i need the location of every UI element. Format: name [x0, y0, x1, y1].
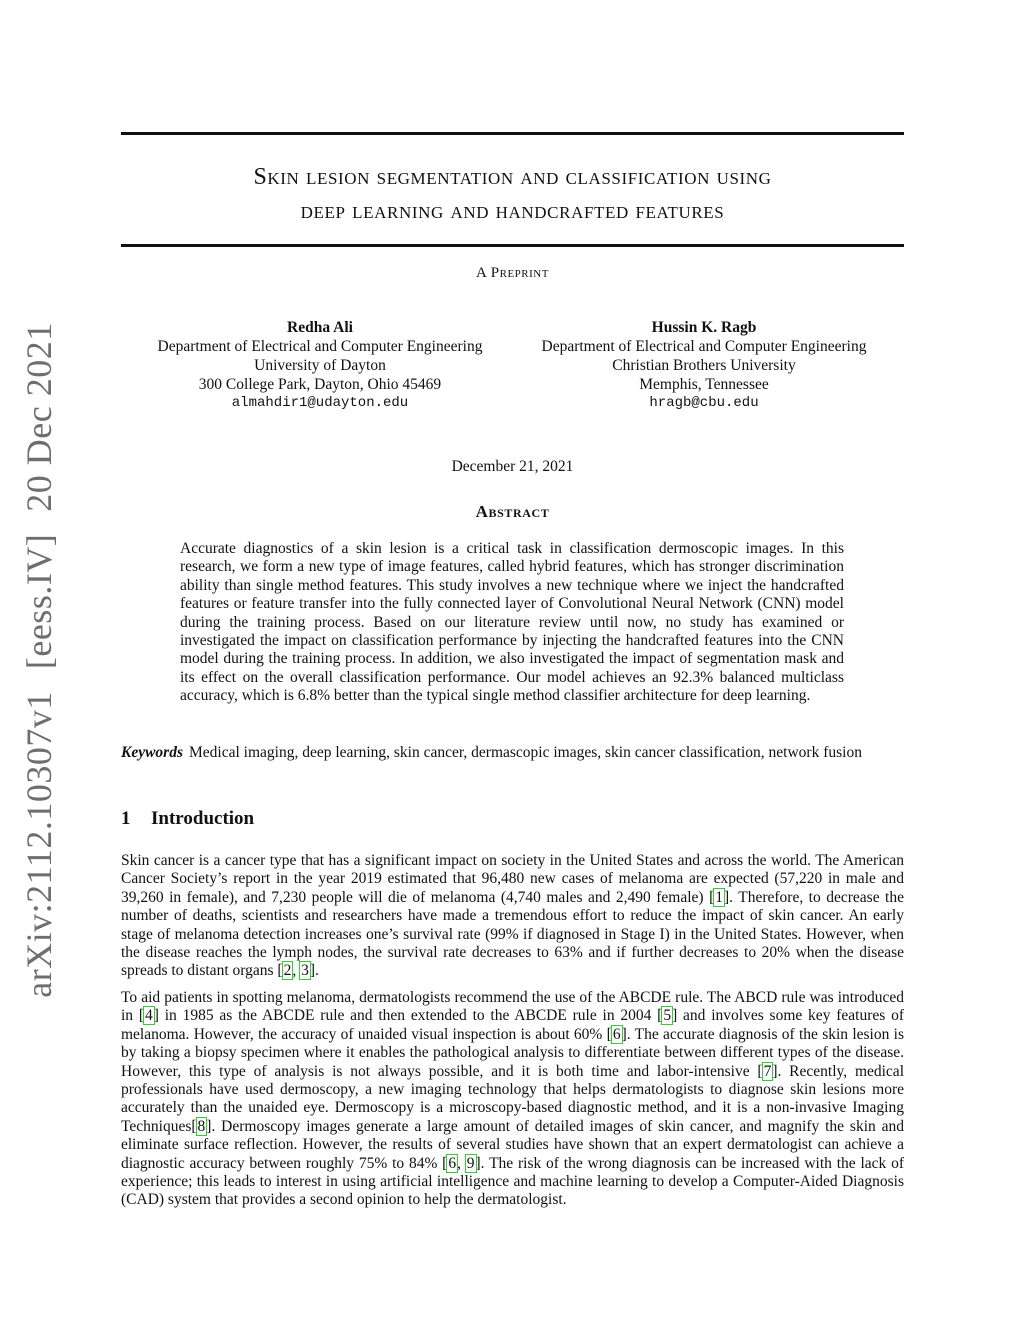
title-bottom-rule	[121, 244, 904, 247]
author-name: Redha Ali	[287, 319, 353, 336]
text-run: ]. The risk of the wrong diagnosis can be increased with the lack of experience; this leads to interest in using artificial intelligence and machine learning to develop a Computer-Aided Diagnosis (CAD) system that provides a second opinion to help the dermatologist.	[121, 1154, 905, 1209]
text-run: ,	[457, 1154, 466, 1172]
author-email[interactable]: almahdir1@udayton.edu	[231, 395, 409, 411]
section-number: 1	[121, 808, 131, 829]
citation-link[interactable]: 1	[715, 888, 723, 906]
paper-title	[121, 160, 904, 228]
text-run: To aid patients in spotting melanoma, dermatologists recommend the use of the ABCDE rule. The ABCD rule was introduced in [	[121, 989, 904, 1025]
author-email[interactable]: hragb@cbu.edu	[649, 395, 759, 411]
text-run: ] and involves some key features of melanoma. However, the accuracy of unaided visual inspection is about 60% [	[121, 1007, 904, 1043]
preprint-label: A Preprint	[476, 265, 549, 281]
text-run: ]. Therefore, to decrease the number of deaths, scientists and researchers have made a tremendous effort to reduce the impact of skin cancer. An early stage of melanoma detection increases one’s survival rate (99% if diagnosed in Stage I) in the United States. However, when the disease reaches the lymph nodes, the survival rate decreases to 63% and if further decreases to 20% when the disease spreads to distant organs [	[121, 888, 904, 980]
publication-date: December 21, 2021	[451, 458, 574, 475]
citation-link[interactable]: 9	[466, 1154, 475, 1172]
citation-link[interactable]: 7	[763, 1062, 772, 1080]
arxiv-id: arXiv:2112.10307v1	[19, 691, 59, 998]
title-top-rule	[121, 132, 904, 135]
title-line-1: Skin lesion segmentation and classification using	[253, 164, 772, 190]
author-department: Department of Electrical and Computer Engineering	[157, 338, 483, 355]
text-run: ]. Dermoscopy images generate a large amount of detailed images of skin cancer, and magnify the skin and eliminate surface reflection. However, the results of several studies have shown that an expert dermatologist can achieve a diagnostic accuracy between roughly 75% to 84% [	[121, 1117, 904, 1172]
keywords-text: Medical imaging, deep learning, skin cancer, dermascopic images, skin cancer classification, network fusion	[189, 744, 862, 761]
citation-link[interactable]: 6	[448, 1154, 457, 1172]
text-run: Skin cancer is a cancer type that has a significant impact on society in the United States and across the world. The American Cancer Society’s report in the year 2019 estimated that 96,480 new cases of melanoma are expected (57,220 in male and 39,260 in female), and 7,230 people will die of melanoma (4,740 males and 2,490 female) [	[121, 852, 904, 906]
text-run: ] in 1985 as the ABCDE rule and then extended to the ABCDE rule in 2004 [	[153, 1007, 663, 1025]
author-institution: Christian Brothers University	[612, 357, 796, 374]
citation-link[interactable]: 2	[283, 962, 292, 980]
text-run: ]. The accurate diagnosis of the skin lesion is by taking a biopsy specimen where it enables the pathological analysis to differentiate between different types of the disease. However, this type of analysis is not always possible, and it is both time and labor-intensive [	[121, 1025, 905, 1080]
author-department: Department of Electrical and Computer Engineering	[541, 338, 867, 355]
text-run: ,	[292, 962, 301, 980]
intro-paragraph-2	[121, 989, 904, 1210]
citation-link[interactable]: 4	[145, 1007, 153, 1025]
arxiv-identifier-stamp	[18, 322, 60, 998]
author-name: Hussin K. Ragb	[651, 319, 757, 336]
author-block-2	[504, 318, 904, 413]
text-run: ].	[309, 962, 319, 980]
citation-link[interactable]: 3	[301, 962, 309, 980]
intro-paragraph-1	[121, 852, 904, 981]
author-institution: University of Dayton	[254, 357, 386, 374]
arxiv-date: 20 Dec 2021	[19, 322, 59, 512]
text-run: ]. Recently, medical professionals have used dermoscopy, a new imaging technology that helps dermatologists to diagnose skin lesions more accurately than the unaided eye. Dermoscopy is a microscopy-based diagnostic method, and it is a non-invasive Imaging Techniques[	[121, 1062, 904, 1135]
keywords-label: Keywords	[121, 744, 183, 761]
author-address: 300 College Park, Dayton, Ohio 45469	[198, 376, 442, 393]
citation-link[interactable]: 8	[197, 1117, 206, 1135]
arxiv-category: [eess.IV]	[19, 533, 59, 670]
author-address: Memphis, Tennessee	[639, 376, 769, 393]
citation-link[interactable]: 6	[612, 1025, 621, 1043]
keywords-block	[121, 744, 904, 762]
abstract-heading: Abstract	[475, 502, 550, 521]
section-title: Introduction	[151, 808, 255, 829]
abstract-text: Accurate diagnostics of a skin lesion is a critical task in classification dermoscopic images. In this research, we form a new type of image features, called hybrid features, which has stronger discrimination ability than single method features. This study involves a new technique where we inject the handcrafted features or feature transfer into the fully connected layer of Convolutional Neural Network (CNN) model during the training process. Based on our literature review until now, no study has examined or investigated the impact on classification performance by injecting the handcrafted features into the CNN model during the training process. In addition, we also investigated the impact of segmentation mask and its effect on the overall classification performance. Our model achieves an 92.3% balanced multiclass accuracy, which is 6.8% better than the typical single method classifier architecture for deep learning.	[180, 540, 844, 705]
section-heading-introduction	[121, 808, 254, 830]
citation-link[interactable]: 5	[663, 1007, 672, 1025]
author-block-1	[120, 318, 520, 413]
title-line-2: deep learning and handcrafted features	[300, 198, 725, 224]
